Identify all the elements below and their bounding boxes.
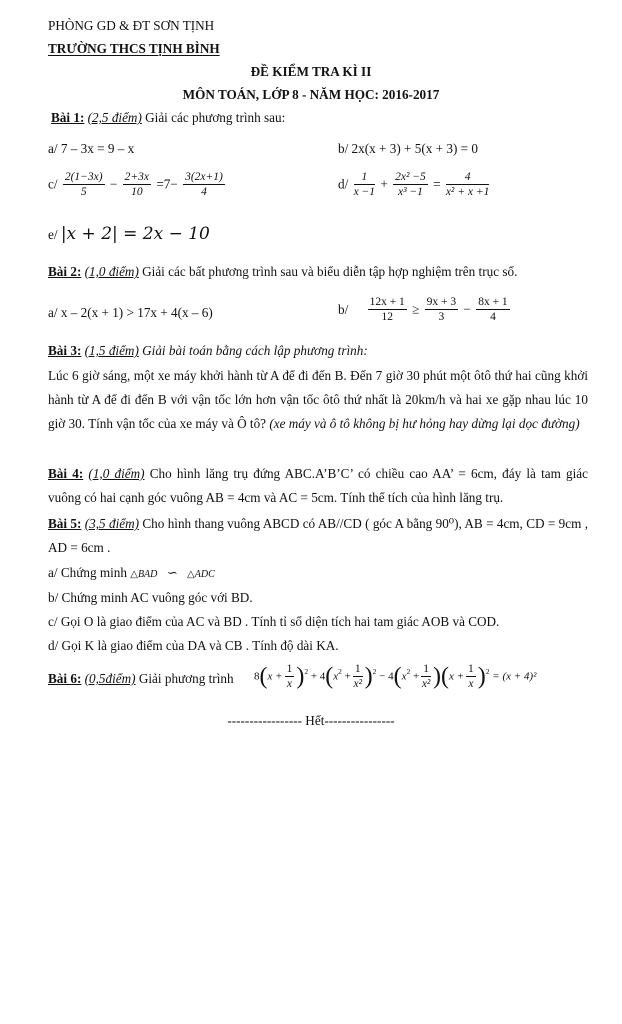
bai1-a: a/ 7 – 3x = 9 – x: [48, 141, 135, 156]
bai1-d-frac3: [446, 171, 490, 198]
school-name-text: TRƯỜNG THCS TỊNH BÌNH: [48, 41, 220, 56]
bai2-b-frac1-num: 12x + 1: [369, 296, 405, 308]
bai5-a-prefix: a/ Chứng minh: [48, 565, 127, 580]
bai3-label: Bài 3:: [48, 343, 82, 358]
bai1-c-frac3-num: 3(2x+1): [185, 171, 223, 183]
bai5-text: Cho hình thang vuông ABCD có AB//CD ( góc A bằng 90⁰), AB = 4cm, CD = 9cm , AD = 6cm .: [48, 516, 589, 555]
bai3-instruction: Giải bài toán bằng cách lập phương trình:: [142, 343, 368, 358]
bai2-b-prefix: b/: [338, 301, 349, 317]
bai3-heading: [48, 343, 368, 359]
exam-title: ĐỀ KIỂM TRA KÌ II: [250, 64, 372, 79]
bai4-points: (1,0 điểm): [88, 466, 145, 481]
bai6-heading: [48, 671, 234, 687]
bai3-note: (xe máy và ô tô không bị hư hỏng hay dừng lại dọc đường): [269, 416, 580, 431]
bai1-d-frac2-den: x³ −1: [397, 186, 423, 198]
bai1-c: [48, 171, 227, 198]
bai1-c-mid: =7−: [156, 176, 178, 192]
bai1-d-frac2: [393, 171, 428, 198]
bai3-body: [48, 364, 588, 436]
bai2-b-frac1: [368, 296, 407, 323]
bai1-e-prefix: e/: [48, 227, 58, 242]
bai6-coef-4: + 4: [310, 670, 326, 683]
bai6-rhs: = (x + 4)²: [492, 670, 537, 683]
bai5-d: d/ Gọi K là giao điểm của DA và CB . Tính độ dài KA.: [48, 638, 339, 653]
bai1-d-frac3-den: x² + x +1: [445, 186, 490, 198]
bai2-b-op2: −: [463, 301, 471, 317]
bai5-a-sim: ∽: [166, 565, 178, 580]
bai1-d: [338, 171, 491, 198]
bai2-b-frac1-den: 12: [381, 311, 393, 323]
bai2-b-frac2-den: 3: [438, 311, 445, 323]
bai5-a-tri2: △ADC: [187, 569, 215, 580]
bai2-b-frac2: [425, 296, 459, 323]
bai6-instruction: Giải phương trình: [138, 671, 234, 686]
bai2-b-op1: ≥: [412, 301, 420, 317]
bai1-c-frac2: [123, 171, 151, 198]
end-marker: [0, 713, 622, 729]
bai2-points: (1,0 điểm): [84, 264, 139, 279]
bai2-b: [338, 296, 512, 323]
bai3-points: (1,5 điểm): [84, 343, 139, 358]
bai6-coef-8: 8: [254, 670, 260, 683]
bai1-heading: [51, 110, 285, 126]
bai4-label: Bài 4:: [48, 466, 84, 481]
bai1-e-expr: |x + 2| = 2x − 10: [60, 224, 210, 244]
bai1-c-frac3-den: 4: [201, 186, 207, 198]
bai1-points: (2,5 điểm): [87, 110, 142, 125]
bai5-a-tri1: △BAD: [130, 569, 158, 580]
bai6-points: (0,5điểm): [84, 671, 136, 686]
bai1-b: b/ 2x(x + 3) + 5(x + 3) = 0: [338, 141, 478, 156]
bai3-text: Lúc 6 giờ sáng, một xe máy khởi hành từ A để đi đến B. Đến 7 giờ 30 phút một ôtô thứ hai cũng khởi hành từ A để đi đến B với vận tốc lớn hơn vận tốc ôtô thứ nhất là 20km/h và hai xe gặp nhau lúc 10 giờ 30. Tính vận tốc của xe máy và Ô tô?: [48, 368, 588, 431]
bai5-a: [48, 565, 215, 581]
bai5-c: c/ Gọi O là giao điểm của AC và BD . Tính tỉ số diện tích hai tam giác AOB và COD.: [48, 614, 500, 629]
bai1-c-frac1-num: 2(1−3x): [64, 171, 103, 183]
bai4-body: [48, 462, 588, 510]
bai6-equation: 8(x + $\frac{1}{x}$ )$^2 + 4(x^2$ + $\frac{1}{\text{x²}}$ )$^2 - 4(x^2$ + $\frac{1}{\text{x²}}$ )(x + $\frac{1}{x}$ )$^2$ = (x + 4)²: [254, 663, 537, 690]
bai1-c-frac1-den: 5: [80, 186, 87, 198]
bai1-c-frac1: [63, 171, 105, 198]
bai5-label: Bài 5:: [48, 516, 82, 531]
bai2-b-frac2-num: 9x + 3: [426, 296, 457, 308]
bai1-d-frac1-num: 1: [354, 171, 376, 185]
bai1-c-prefix: c/: [48, 176, 58, 192]
bai1-label: Bài 1:: [51, 110, 85, 125]
bai6-coef-minus4: − 4: [379, 670, 394, 683]
bai1-c-frac3: [183, 171, 225, 198]
bai1-c-op1: −: [109, 176, 118, 192]
bai5-points: (3,5 điểm): [84, 516, 139, 531]
bai1-d-eq: =: [433, 176, 441, 192]
bai6-label: Bài 6:: [48, 671, 82, 686]
bai1-d-frac2-num: 2x² −5: [395, 171, 426, 183]
bai1-d-frac1-den: x −1: [353, 186, 376, 198]
bai4-text: Cho hình lăng trụ đứng ABC.A’B’C’ có chiều cao AA’ = 6cm, đáy là tam giác vuông có hai cạnh góc vuông AB = 4cm và AC = 5cm. Tính thể tích của hình lăng trụ.: [48, 466, 589, 505]
end-text: ----------------- Hết----------------: [227, 713, 395, 728]
bai2-b-frac3-den: 4: [490, 311, 496, 323]
bai2-heading: [48, 264, 517, 280]
bai1-d-frac3-num: 4: [446, 171, 490, 185]
department-name: PHÒNG GD & ĐT SƠN TỊNH: [48, 18, 215, 33]
bai2-b-frac3: [476, 296, 510, 323]
school-name: [48, 41, 220, 57]
bai2-instruction: Giải các bất phương trình sau và biểu diễn tập hợp nghiệm trên trục số.: [142, 264, 518, 279]
bai2-b-frac3-num: 8x + 1: [478, 296, 508, 308]
bai1-instruction: Giải các phương trình sau:: [145, 110, 286, 125]
bai5-b: b/ Chứng minh AC vuông góc với BD.: [48, 590, 253, 605]
bai2-a: a/ x – 2(x + 1) > 17x + 4(x – 6): [48, 305, 213, 320]
bai1-e: [48, 224, 210, 244]
bai1-d-op1: +: [380, 176, 388, 192]
bai2-label: Bài 2:: [48, 264, 82, 279]
bai5-body: [48, 512, 588, 560]
bai1-d-frac1: [354, 171, 376, 198]
bai1-d-prefix: d/: [338, 176, 349, 192]
bai1-c-frac2-den: 10: [131, 186, 143, 198]
exam-subject: MÔN TOÁN, LỚP 8 - NĂM HỌC: 2016-2017: [182, 87, 440, 102]
bai1-c-frac2-num: 2+3x: [124, 171, 150, 183]
